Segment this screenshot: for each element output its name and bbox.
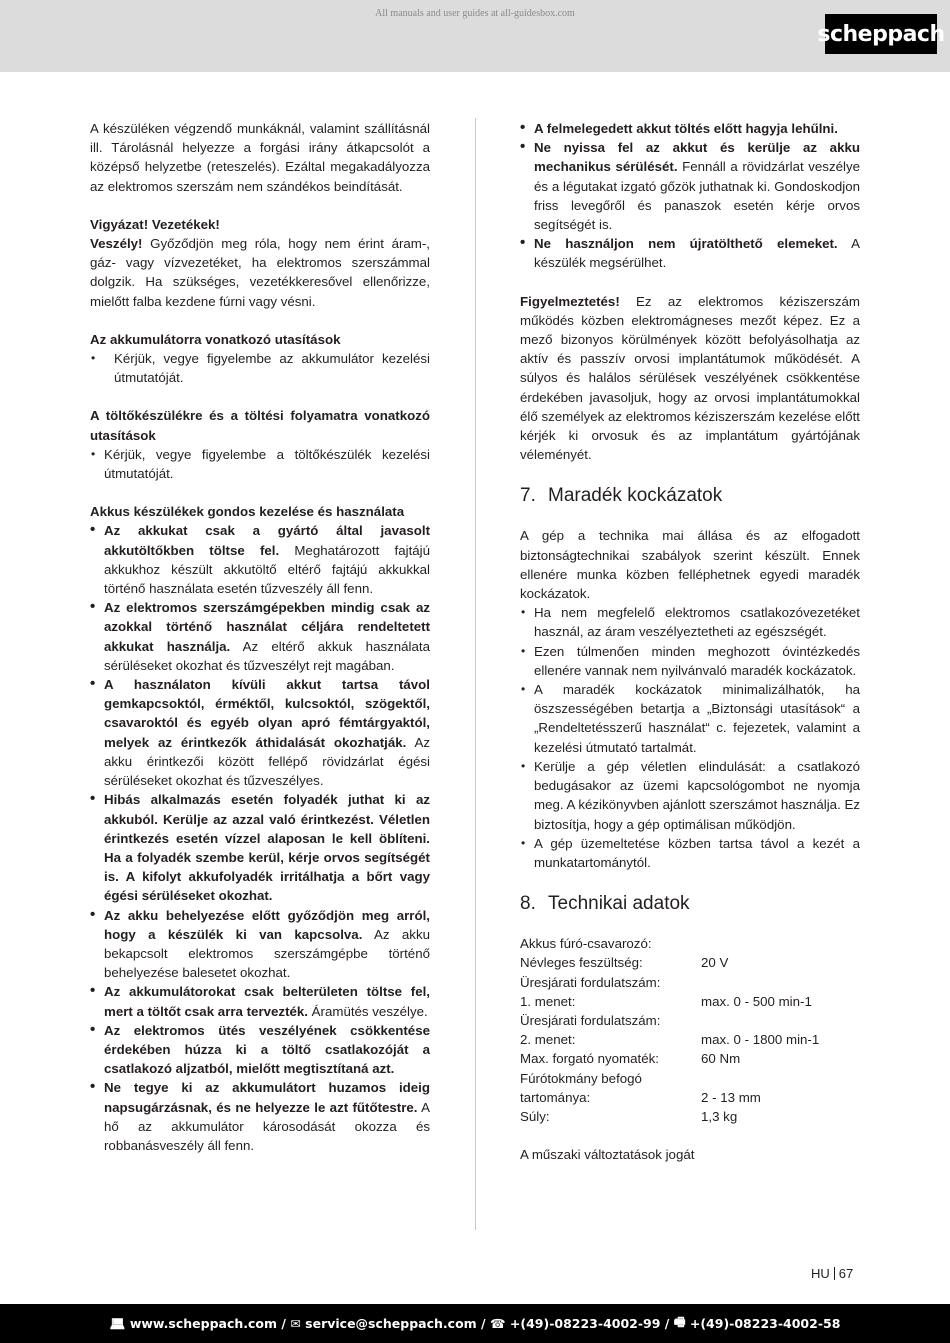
tech-key: Névleges feszültség: [520, 955, 643, 971]
battery-safety-list [520, 119, 860, 273]
tech-title: Akkus fúró-csavarozó: [520, 936, 652, 952]
tech-key: tartománya: [520, 1089, 591, 1105]
mail-icon: ✉︎ [290, 1316, 306, 1331]
list-item [90, 790, 430, 905]
item-bold: Az elektromos ütés veszélyének csökkentése érdekében húzza ki a töltő csatlakozóját a csatlakozó aljzatból, mielőtt megtisztítaná azt. [104, 1022, 430, 1077]
danger-paragraph [90, 234, 430, 311]
tech-row [520, 1049, 860, 1068]
paragraph-storage: A készüléken végzendő munkáknál, valamint szállításnál ill. Tárolásnál helyezze a forgási irány átkapcsolót a középső helyzetbe (reteszelés). Ezáltal megakadályozza az elektromos szerszám nem szándékos beindítását. [90, 121, 430, 194]
list-item [90, 521, 430, 598]
list-item [90, 1021, 430, 1079]
danger-text: Győződjön meg róla, hogy nem érint áram-, gáz- vagy vízvezetéket, ha elektromos szerszámmal dolgzik. Ha szükséges, vezetékkeresővel ellenőrizze, mielőtt falba kezdene fúrni vagy vésni. [90, 236, 430, 309]
list-item: • A maradék kockázatok minimalizálhatók, ha öszszességében betartja a „Biztonsági utasítások“ a „Rendeltetésszerű használat“ c. fejezetek, valamint a kezelési útmutató tartalmát. [520, 680, 860, 757]
item-bold: Az akkumulátorokat csak belterületen töltse fel, mert a töltőt csak arra tervezték. [104, 984, 430, 1019]
footer-web[interactable]: www.scheppach.com [129, 1316, 278, 1331]
footer-bar [0, 1304, 950, 1343]
tech-value: 1,3 kg [701, 1108, 738, 1124]
battery-heading: Az akkumulátorra vonatkozó utasítások [90, 331, 341, 347]
right-column [520, 119, 860, 1164]
section-title: Maradék kockázatok [548, 485, 723, 507]
tech-value: 60 Nm [701, 1051, 741, 1067]
care-heading: Akkus készülékek gondos kezelése és használata [90, 504, 405, 520]
page-number [811, 1266, 853, 1281]
battery-list [90, 349, 430, 387]
item-text: Az eltérő akkuk használata sérüléseket okozhat és tűzveszélyt rejt magában. [104, 638, 430, 673]
tech-row [520, 953, 860, 972]
list-item [520, 234, 860, 272]
tech-value: 20 V [701, 955, 729, 971]
list-item [520, 119, 860, 138]
tech-key: Fúrótokmány befogó [520, 1070, 642, 1086]
residual-risk-list [520, 603, 860, 872]
list-item [90, 982, 430, 1020]
warning-text: Ez az elektromos kéziszerszám működés közben elektromágneses mezőt képez. Ez a mező bizonyos körülmények között befolyásolhatja az aktív és passzív orvosi implantátumok működését. A súlyos és halálos sérülések veszélyének csökkentése érdekében javasoljuk, hogy az orvosi implantátumokkal élő személyek az elektromos kéziszerszám kezelése előtt kérjék ki orvosuk és az implantátum gyártójának véleményét. [520, 293, 860, 463]
footer-separator: / [660, 1316, 674, 1331]
item-bold: Ne használjon nem újratölthető elemeket. [534, 236, 838, 252]
item-text: Az akku érintkezői között fellépő rövidzárlat égési sérüléseket okozhat és tűzveszélyes. [104, 734, 430, 789]
tech-key: Üresjárati fordulatszám: [520, 974, 661, 990]
watermark: All manuals and user guides at all-guidesbox.com [375, 8, 575, 19]
item-bold: A felmelegedett akkut töltés előtt hagyja lehűlni. [534, 121, 838, 136]
page-lang: HU [811, 1266, 830, 1281]
footer-fax: +(49)-08223-4002-58 [689, 1316, 841, 1331]
tech-note: A műszaki változtatások jogát [520, 1147, 695, 1163]
section-8-heading [520, 892, 860, 916]
footer-email[interactable]: service@scheppach.com [305, 1316, 477, 1331]
footer-separator: / [476, 1316, 490, 1331]
charger-heading: A töltőkészülékre és a töltési folyamatra vonatkozó utasítások [90, 408, 430, 443]
warning-label: Figyelmeztetés! [520, 293, 620, 309]
care-list [90, 521, 430, 1155]
tech-row [520, 1030, 860, 1049]
list-item [520, 138, 860, 234]
item-text: Áramütés veszélye. [307, 1003, 428, 1019]
tech-key: Max. forgató nyomaték: [520, 1051, 659, 1067]
footer-phone: +(49)-08223-4002-99 [509, 1316, 661, 1331]
tech-value: 2 - 13 mm [701, 1089, 761, 1105]
section-number: 7. [520, 485, 536, 507]
item-bold: Az akku behelyezése előtt győződjön meg arról, hogy a készülék ki van kapcsolva. [104, 907, 430, 942]
list-item: • Kérjük, vegye figyelembe az akkumulátor kezelési útmutatóját. [90, 349, 430, 387]
tech-row [520, 992, 860, 1011]
list-item: • A gép üzemeltetése közben tartsa távol a kezét a munkatartománytól. [520, 834, 860, 872]
list-item: • Kerülje a gép véletlen elindulását: a csatlakozó bedugásakor az üzemi kapcsológombot ne nyomja meg. A kézikönyvben ajánlott szerszámot használja. Ez biztosítja, hogy a gép optimálisan működjön. [520, 757, 860, 834]
item-text: A hő az akkumulátor károsodását okozza és robbanásveszély áll fenn. [104, 1099, 430, 1153]
page-value: 67 [838, 1266, 854, 1281]
phone-icon: ☎︎ [489, 1316, 510, 1331]
section-title: Technikai adatok [548, 893, 690, 915]
item-text: A készülék megsérülhet. [534, 236, 860, 271]
cable-warning-heading: Vigyázat! Vezetékek! [90, 216, 220, 232]
tech-row [520, 1011, 860, 1030]
emf-warning-paragraph [520, 292, 860, 465]
page-separator [834, 1267, 835, 1280]
item-text: Fennáll a rövidzárlat veszélye és a légutakat izgató gőzök juthatnak ki. Gondoskodjon friss levegőről és panaszok esetén kérje orvos segítségét is. [534, 159, 860, 233]
list-item: • Ezen túlmenően minden meghozott óvintézkedés ellenére vannak nem nyilvánvaló maradék kockázatok. [520, 642, 860, 680]
residual-risk-intro: A gép a technika mai állása és az elfogadott biztonságtechnikai szabályok szerint készült. Ennek ellenére munka közben felléphetnek egyedi maradék kockázatok. [520, 528, 860, 602]
tech-key: 1. menet: [520, 993, 576, 1009]
item-text: Az akku bekapcsolt elektromos szerszámgépbe történő behelyezése balesetet okozhat. [104, 926, 430, 981]
list-item: • Kérjük, vegye figyelembe a töltőkészülék kezelési útmutatóját. [90, 445, 430, 483]
list-item [90, 906, 430, 983]
item-bold: Hibás alkalmazás esetén folyadék juthat ki az akkuból. Kerülje az azzal való érintkezést. Véletlen érintkezés esetén vízzel alaposan le kell öblíteni. Ha a folyadék szembe kerül, kérje orvos segítségét is. A kifolyt akkufolyadék irritálhatja a bőrt vagy égési sérüléseket okozhat. [104, 792, 430, 904]
scheppach-logo: scheppach [825, 14, 937, 54]
tech-key: Súly: [520, 1108, 550, 1124]
item-bold: Ne tegye ki az akkumulátort huzamos ideig napsugárzásnak, és ne helyezze le azt fűtőtestre. [104, 1080, 430, 1115]
section-7-heading [520, 484, 860, 508]
list-item [90, 598, 430, 675]
item-bold: Ne nyissa fel az akkut és kerülje az akku mechanikus sérülését. [534, 140, 860, 175]
footer-separator: / [277, 1316, 291, 1331]
tech-row [520, 973, 860, 992]
tech-row [520, 1107, 860, 1126]
item-bold: Az akkukat csak a gyártó által javasolt akkutöltőkben töltse fel. [104, 523, 430, 558]
list-item [90, 1078, 430, 1155]
item-bold: Az elektromos szerszámgépekben mindig csak az azokkal történő használat céljára rendeltetett akkukat használja. [104, 600, 430, 654]
tech-row [520, 1088, 860, 1107]
tech-table [520, 953, 860, 1126]
list-item: • Ha nem megfelelő elektromos csatlakozóvezetéket használ, az áram veszélyeztetheti az egészségét. [520, 603, 860, 641]
item-bold: A használaton kívüli akkut tartsa távol gemkapcsoktól, érméktől, kulcsoktól, szögektől, csavaroktól és egyéb olyan apró fémtárgyaktól, melyek az érintkezők áthidalását okozhatják. [104, 677, 430, 750]
item-text: Meghatározott fajtájú akkukhoz készült akkutöltő eltérő fajtájú akkukkal történő használata esetén tűzveszély áll fenn. [104, 542, 431, 597]
danger-label: Veszély! [90, 236, 143, 252]
column-divider [475, 118, 476, 1230]
left-column [90, 119, 430, 1155]
tech-key: Üresjárati fordulatszám: [520, 1012, 661, 1028]
section-number: 8. [520, 893, 536, 915]
tech-row [520, 1069, 860, 1088]
fax-icon: 🖷︎ [673, 1314, 690, 1329]
tech-value: max. 0 - 500 min-1 [701, 993, 812, 1009]
monitor-icon: 💻︎ [109, 1315, 130, 1331]
list-item [90, 675, 430, 790]
charger-list [90, 445, 430, 483]
tech-key: 2. menet: [520, 1032, 576, 1048]
tech-value: max. 0 - 1800 min-1 [701, 1032, 820, 1048]
